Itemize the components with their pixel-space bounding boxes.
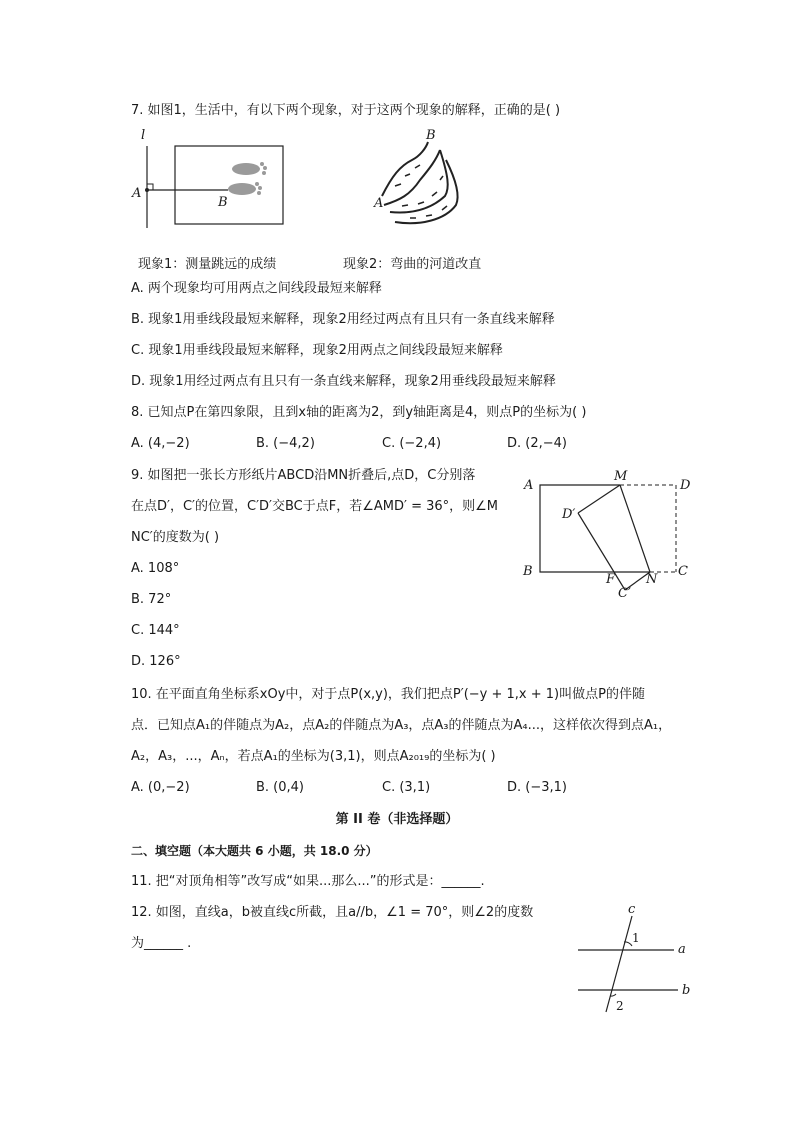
q10-option-b: B. (0,4) bbox=[256, 780, 305, 795]
q9-option-c: C. 144° bbox=[131, 623, 180, 638]
line-label-c: c bbox=[628, 902, 636, 917]
q12-stem-line-1: 12. 如图，直线a，b被直线c所截，且a//b，∠1 = 70°，则∠2的度数 bbox=[131, 905, 534, 920]
q10-option-a: A. (0,−2) bbox=[131, 780, 190, 795]
angle-label-2: 2 bbox=[616, 999, 624, 1013]
section-title: 第 II 卷（非选择题） bbox=[335, 812, 459, 827]
point-label-b: B bbox=[426, 128, 436, 143]
point-label-a: A bbox=[132, 186, 142, 201]
q8-option-a: A. (4,−2) bbox=[131, 436, 190, 451]
point-label-f: F bbox=[606, 572, 616, 587]
q7-stem: 7. 如图1，生活中，有以下两个现象，对于这两个现象的解释，正确的是( ) bbox=[131, 103, 561, 118]
line-label-a: a bbox=[678, 942, 686, 957]
point-label-b: B bbox=[218, 195, 228, 210]
q9-stem-line-2: 在点D′，C′的位置，C′D′交BC于点F，若∠AMD′ = 36°，则∠M bbox=[131, 499, 499, 514]
point-label-c: C bbox=[678, 564, 688, 579]
fill-in-header: 二、填空题（本大题共 6 小题，共 18.0 分） bbox=[131, 844, 378, 858]
q7-option-d: D. 现象1用经过两点有且只有一条直线来解释，现象2用垂线段最短来解释 bbox=[131, 374, 556, 389]
point-label-n: N bbox=[646, 572, 658, 587]
q10-stem-line-1: 10. 在平面直角坐标系xOy中，对于点P(x,y)，我们把点P′(−y + 1,x + 1)叫做点P的伴随 bbox=[131, 687, 645, 702]
q8-option-b: B. (−4,2) bbox=[256, 436, 315, 451]
q8-option-d: D. (2,−4) bbox=[507, 436, 567, 451]
q7-option-c: C. 现象1用垂线段最短来解释，现象2用两点之间线段最短来解释 bbox=[131, 343, 503, 358]
q8-stem: 8. 已知点P在第四象限，且到x轴的距离为2，到y轴距离是4，则点P的坐标为( ) bbox=[131, 405, 587, 420]
q7-option-a: A. 两个现象均可用两点之间线段最短来解释 bbox=[131, 281, 382, 296]
point-label-b: B bbox=[523, 564, 533, 579]
point-label-a: A bbox=[374, 196, 384, 211]
q10-option-c: C. (3,1) bbox=[382, 780, 431, 795]
point-label-m: M bbox=[614, 469, 628, 484]
q10-stem-line-2: 点．已知点A₁的伴随点为A₂，点A₂的伴随点为A₃，点A₃的伴随点为A₄...，这样依次得到点A₁， bbox=[131, 718, 672, 733]
point-label-d-prime: D′ bbox=[562, 507, 576, 522]
q9-stem-line-1: 9. 如图把一张长方形纸片ABCD沿MN折叠后,点D，C分别落 bbox=[131, 468, 476, 483]
q8-option-c: C. (−2,4) bbox=[382, 436, 442, 451]
angle-label-1: 1 bbox=[632, 931, 640, 945]
q7-option-b: B. 现象1用垂线段最短来解释，现象2用经过两点有且只有一条直线来解释 bbox=[131, 312, 555, 327]
line-label-l: l bbox=[141, 128, 146, 143]
q10-stem-line-3: A₂，A₃，...，Aₙ，若点A₁的坐标为(3,1)，则点A₂₀₁₉的坐标为( ) bbox=[131, 749, 496, 764]
point-label-d: D bbox=[680, 478, 691, 493]
point-label-a: A bbox=[524, 478, 534, 493]
q7-caption-2: 现象2：弯曲的河道改直 bbox=[343, 257, 482, 272]
q11-stem: 11. 把“对顶角相等”改写成“如果...那么...”的形式是：______. bbox=[131, 874, 485, 889]
q12-stem-line-2: 为______ . bbox=[131, 936, 192, 951]
q9-option-a: A. 108° bbox=[131, 561, 180, 576]
q9-option-d: D. 126° bbox=[131, 654, 181, 669]
line-label-b: b bbox=[682, 983, 691, 998]
q7-caption-1: 现象1：测量跳远的成绩 bbox=[138, 257, 277, 272]
q10-option-d: D. (−3,1) bbox=[507, 780, 567, 795]
point-label-c-prime: C′ bbox=[618, 586, 631, 601]
q9-stem-line-3: NC′的度数为( ) bbox=[131, 530, 220, 545]
q9-option-b: B. 72° bbox=[131, 592, 172, 607]
